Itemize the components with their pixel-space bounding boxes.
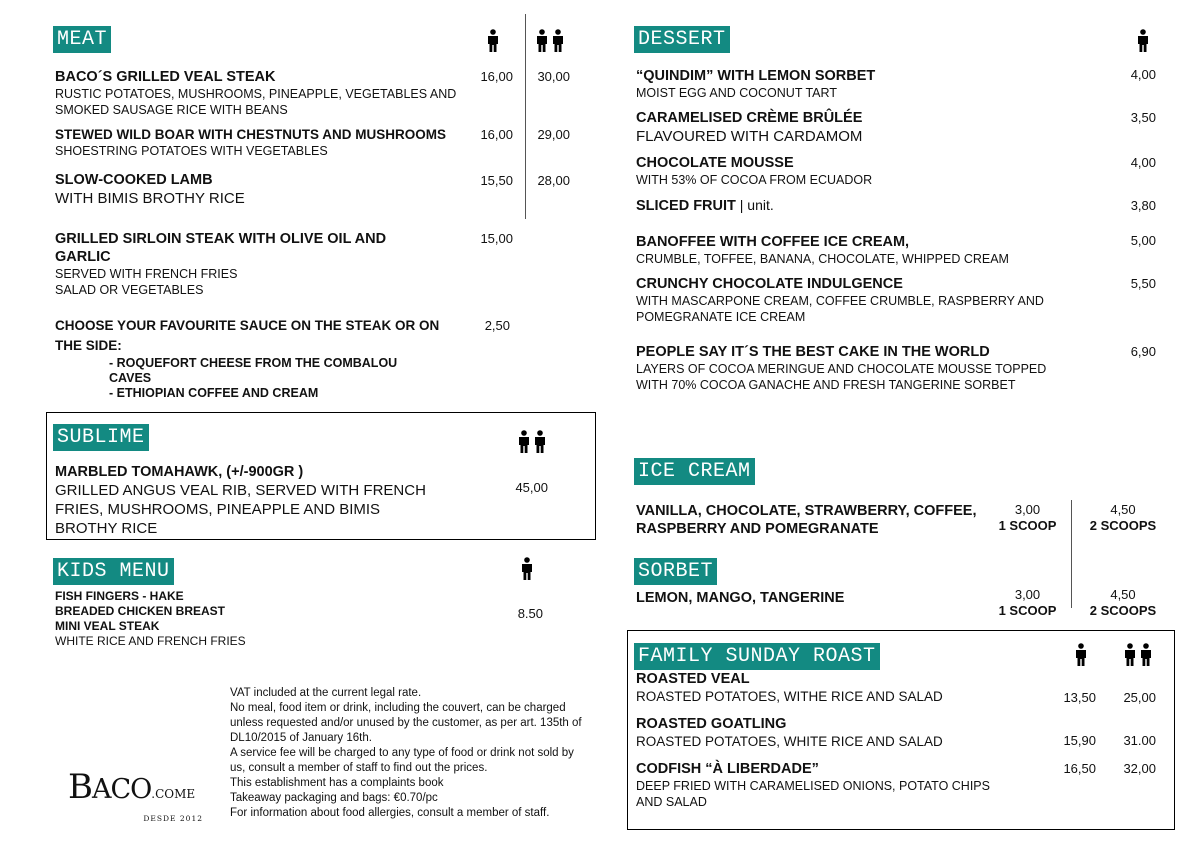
menu-item	[55, 589, 355, 649]
logo-since: DESDE 2012	[143, 814, 203, 823]
legal-line: No meal, food item or drink, including the couvert, can be charged unless requested and/or unused by the customer, as per art. 135th of DL10/2015 of January 16th.	[230, 702, 582, 744]
sorbet-flavours: LEMON, MANGO, TANGERINE	[636, 590, 845, 606]
price-single: 15,90	[1063, 733, 1096, 748]
price-double: 29,00	[537, 127, 570, 142]
menu-item	[55, 463, 435, 538]
price-single: 16,00	[480, 69, 513, 84]
legal-line: Takeaway packaging and bags: €0.70/pc	[230, 792, 438, 804]
item-desc: ROASTED POTATOES, WHITE RICE AND SALAD	[636, 734, 943, 749]
roast-item	[636, 760, 996, 810]
sauce-choice: - ROQUEFORT CHEESE FROM THE COMBALOU CAVES	[109, 356, 398, 385]
ice-cream-header: ICE CREAM	[634, 458, 755, 485]
dessert-price: 4,00	[1130, 67, 1156, 82]
price-double: 25,00	[1123, 690, 1156, 705]
price-single: 8.50	[517, 606, 543, 621]
sauce-choice: - ETHIOPIAN COFFEE AND CREAM	[109, 386, 319, 400]
item-name: BANOFFEE WITH COFFEE ICE CREAM,	[636, 234, 910, 250]
sublime-header: SUBLIME	[53, 424, 149, 451]
item-desc: SHOESTRING POTATOES WITH VEGETABLES	[55, 144, 328, 158]
item-desc: ROASTED POTATOES, WITHE RICE AND SALAD	[636, 689, 943, 704]
dessert-header: DESSERT	[634, 26, 730, 53]
legal-line: This establishment has a complaints book	[230, 777, 444, 789]
item-desc: FLAVOURED WITH CARDAMOM	[636, 128, 863, 145]
scoop-divider	[1071, 500, 1072, 608]
kids-menu-header: KIDS MENU	[53, 558, 174, 585]
one-person-icon	[1135, 29, 1151, 53]
one-scoop-price: 3,00 1 SCOOP	[998, 587, 1057, 618]
item-desc: WITH MASCARPONE CREAM, COFFEE CRUMBLE, RASPBERRY AND POMEGRANATE ICE CREAM	[636, 294, 1044, 324]
menu-item	[55, 127, 475, 159]
item-name: MARBLED TOMAHAWK, (+/-900GR )	[55, 464, 304, 480]
item-desc: LAYERS OF COCOA MERINGUE AND CHOCOLATE MOUSSE TOPPED WITH 70% COCOA GANACHE AND FRESH TANGERINE SORBET	[636, 362, 1047, 392]
price-single: 16,50	[1063, 761, 1096, 776]
sauce-option	[55, 316, 465, 401]
item-name: FISH FINGERS - HAKE	[55, 589, 184, 603]
item-name: GRILLED SIRLOIN STEAK WITH OLIVE OIL AND GARLIC	[55, 231, 387, 265]
two-scoops-price: 4,50 2 SCOOPS	[1089, 502, 1157, 533]
item-desc: SERVED WITH FRENCH FRIES	[55, 267, 238, 281]
price-single: 2,50	[484, 318, 510, 333]
dessert-item	[636, 154, 1096, 188]
dessert-price: 3,80	[1130, 198, 1156, 213]
price-single: 13,50	[1063, 690, 1096, 705]
price-double: 31.00	[1123, 733, 1156, 748]
dessert-item	[636, 343, 1076, 393]
item-name: SLICED FRUIT	[636, 198, 736, 214]
item-name: CHOOSE YOUR FAVOURITE SAUCE ON THE STEAK OR ON THE SIDE:	[55, 318, 440, 353]
two-scoops-price: 4,50 2 SCOOPS	[1089, 587, 1157, 618]
item-name: BACO´S GRILLED VEAL STEAK	[55, 69, 276, 85]
legal-line: A service fee will be charged to any type of food or drink not sold by us, consult a member of staff to find out the prices.	[230, 747, 574, 774]
sorbet-header: SORBET	[634, 558, 717, 585]
item-name: SLOW-COOKED LAMB	[55, 172, 213, 188]
dessert-price: 5,50	[1130, 276, 1156, 291]
item-desc: GRILLED ANGUS VEAL RIB, SERVED WITH FRENCH FRIES, MUSHROOMS, PINEAPPLE AND BIMIS BROTHY RICE	[55, 482, 426, 537]
dessert-item	[636, 67, 1096, 101]
item-name: PEOPLE SAY IT´S THE BEST CAKE IN THE WORLD	[636, 344, 990, 360]
legal-notes	[230, 686, 585, 821]
legal-line: VAT included at the current legal rate.	[230, 687, 422, 699]
menu-item	[55, 230, 435, 298]
price-single: 15,00	[480, 231, 513, 246]
two-persons-icon	[1122, 643, 1154, 667]
price-double: 30,00	[537, 69, 570, 84]
item-unit: | unit.	[735, 197, 774, 213]
item-name: BREADED CHICKEN BREAST	[55, 604, 226, 618]
item-desc: SALAD OR VEGETABLES	[55, 283, 204, 297]
item-name: STEWED WILD BOAR WITH CHESTNUTS AND MUSHROOMS	[55, 127, 446, 142]
dessert-item	[636, 109, 1096, 146]
legal-line: For information about food allergies, consult a member of staff.	[230, 807, 550, 819]
baco-logo: BACO.COME DESDE 2012	[68, 767, 203, 823]
item-name: CRUNCHY CHOCOLATE INDULGENCE	[636, 276, 903, 292]
item-name: CODFISH “À LIBERDADE”	[636, 761, 819, 777]
item-name: ROASTED VEAL	[636, 671, 750, 687]
item-name: MINI VEAL STEAK	[55, 619, 160, 633]
one-person-icon	[1073, 643, 1089, 667]
item-name: CARAMELISED CRÈME BRÛLÉE	[636, 110, 863, 126]
item-desc: MOIST EGG AND COCONUT TART	[636, 86, 837, 100]
item-desc: CRUMBLE, TOFFEE, BANANA, CHOCOLATE, WHIPPED CREAM	[636, 252, 1009, 266]
item-desc: RUSTIC POTATOES, MUSHROOMS, PINEAPPLE, VEGETABLES AND SMOKED SAUSAGE RICE WITH BEANS	[55, 87, 457, 117]
one-scoop-price: 3,00 1 SCOOP	[998, 502, 1057, 533]
two-persons-icon	[516, 430, 548, 454]
column-divider	[525, 14, 526, 219]
logo-suffix: .COME	[151, 787, 196, 801]
menu-item	[55, 171, 465, 208]
roast-item	[636, 715, 1036, 751]
two-persons-icon	[534, 29, 566, 53]
roast-item	[636, 670, 1036, 706]
item-desc: WITH 53% OF COCOA FROM ECUADOR	[636, 173, 873, 187]
price-double: 28,00	[537, 173, 570, 188]
item-desc: WHITE RICE AND FRENCH FRIES	[55, 634, 246, 648]
item-desc: DEEP FRIED WITH CARAMELISED ONIONS, POTATO CHIPS AND SALAD	[636, 779, 990, 809]
family-roast-header: FAMILY SUNDAY ROAST	[634, 643, 880, 670]
dessert-price: 4,00	[1130, 155, 1156, 170]
price-double: 32,00	[1123, 761, 1156, 776]
price-single: 16,00	[480, 127, 513, 142]
dessert-item	[636, 233, 1096, 267]
dessert-price: 5,00	[1130, 233, 1156, 248]
item-desc: WITH BIMIS BROTHY RICE	[55, 190, 245, 207]
item-name: CHOCOLATE MOUSSE	[636, 155, 794, 171]
price-single: 15,50	[480, 173, 513, 188]
price-double: 45,00	[515, 480, 548, 495]
one-person-icon	[519, 557, 535, 581]
dessert-item	[636, 196, 1096, 215]
dessert-price: 3,50	[1130, 110, 1156, 125]
menu-item	[55, 68, 465, 118]
dessert-item	[636, 275, 1106, 325]
meat-header: MEAT	[53, 26, 111, 53]
one-person-icon	[485, 29, 501, 53]
item-name: ROASTED GOATLING	[636, 716, 787, 732]
ice-cream-flavours: VANILLA, CHOCOLATE, STRAWBERRY, COFFEE, RASPBERRY AND POMEGRANATE	[636, 503, 977, 537]
dessert-price: 6,90	[1130, 344, 1156, 359]
item-name: “QUINDIM” WITH LEMON SORBET	[636, 68, 876, 84]
